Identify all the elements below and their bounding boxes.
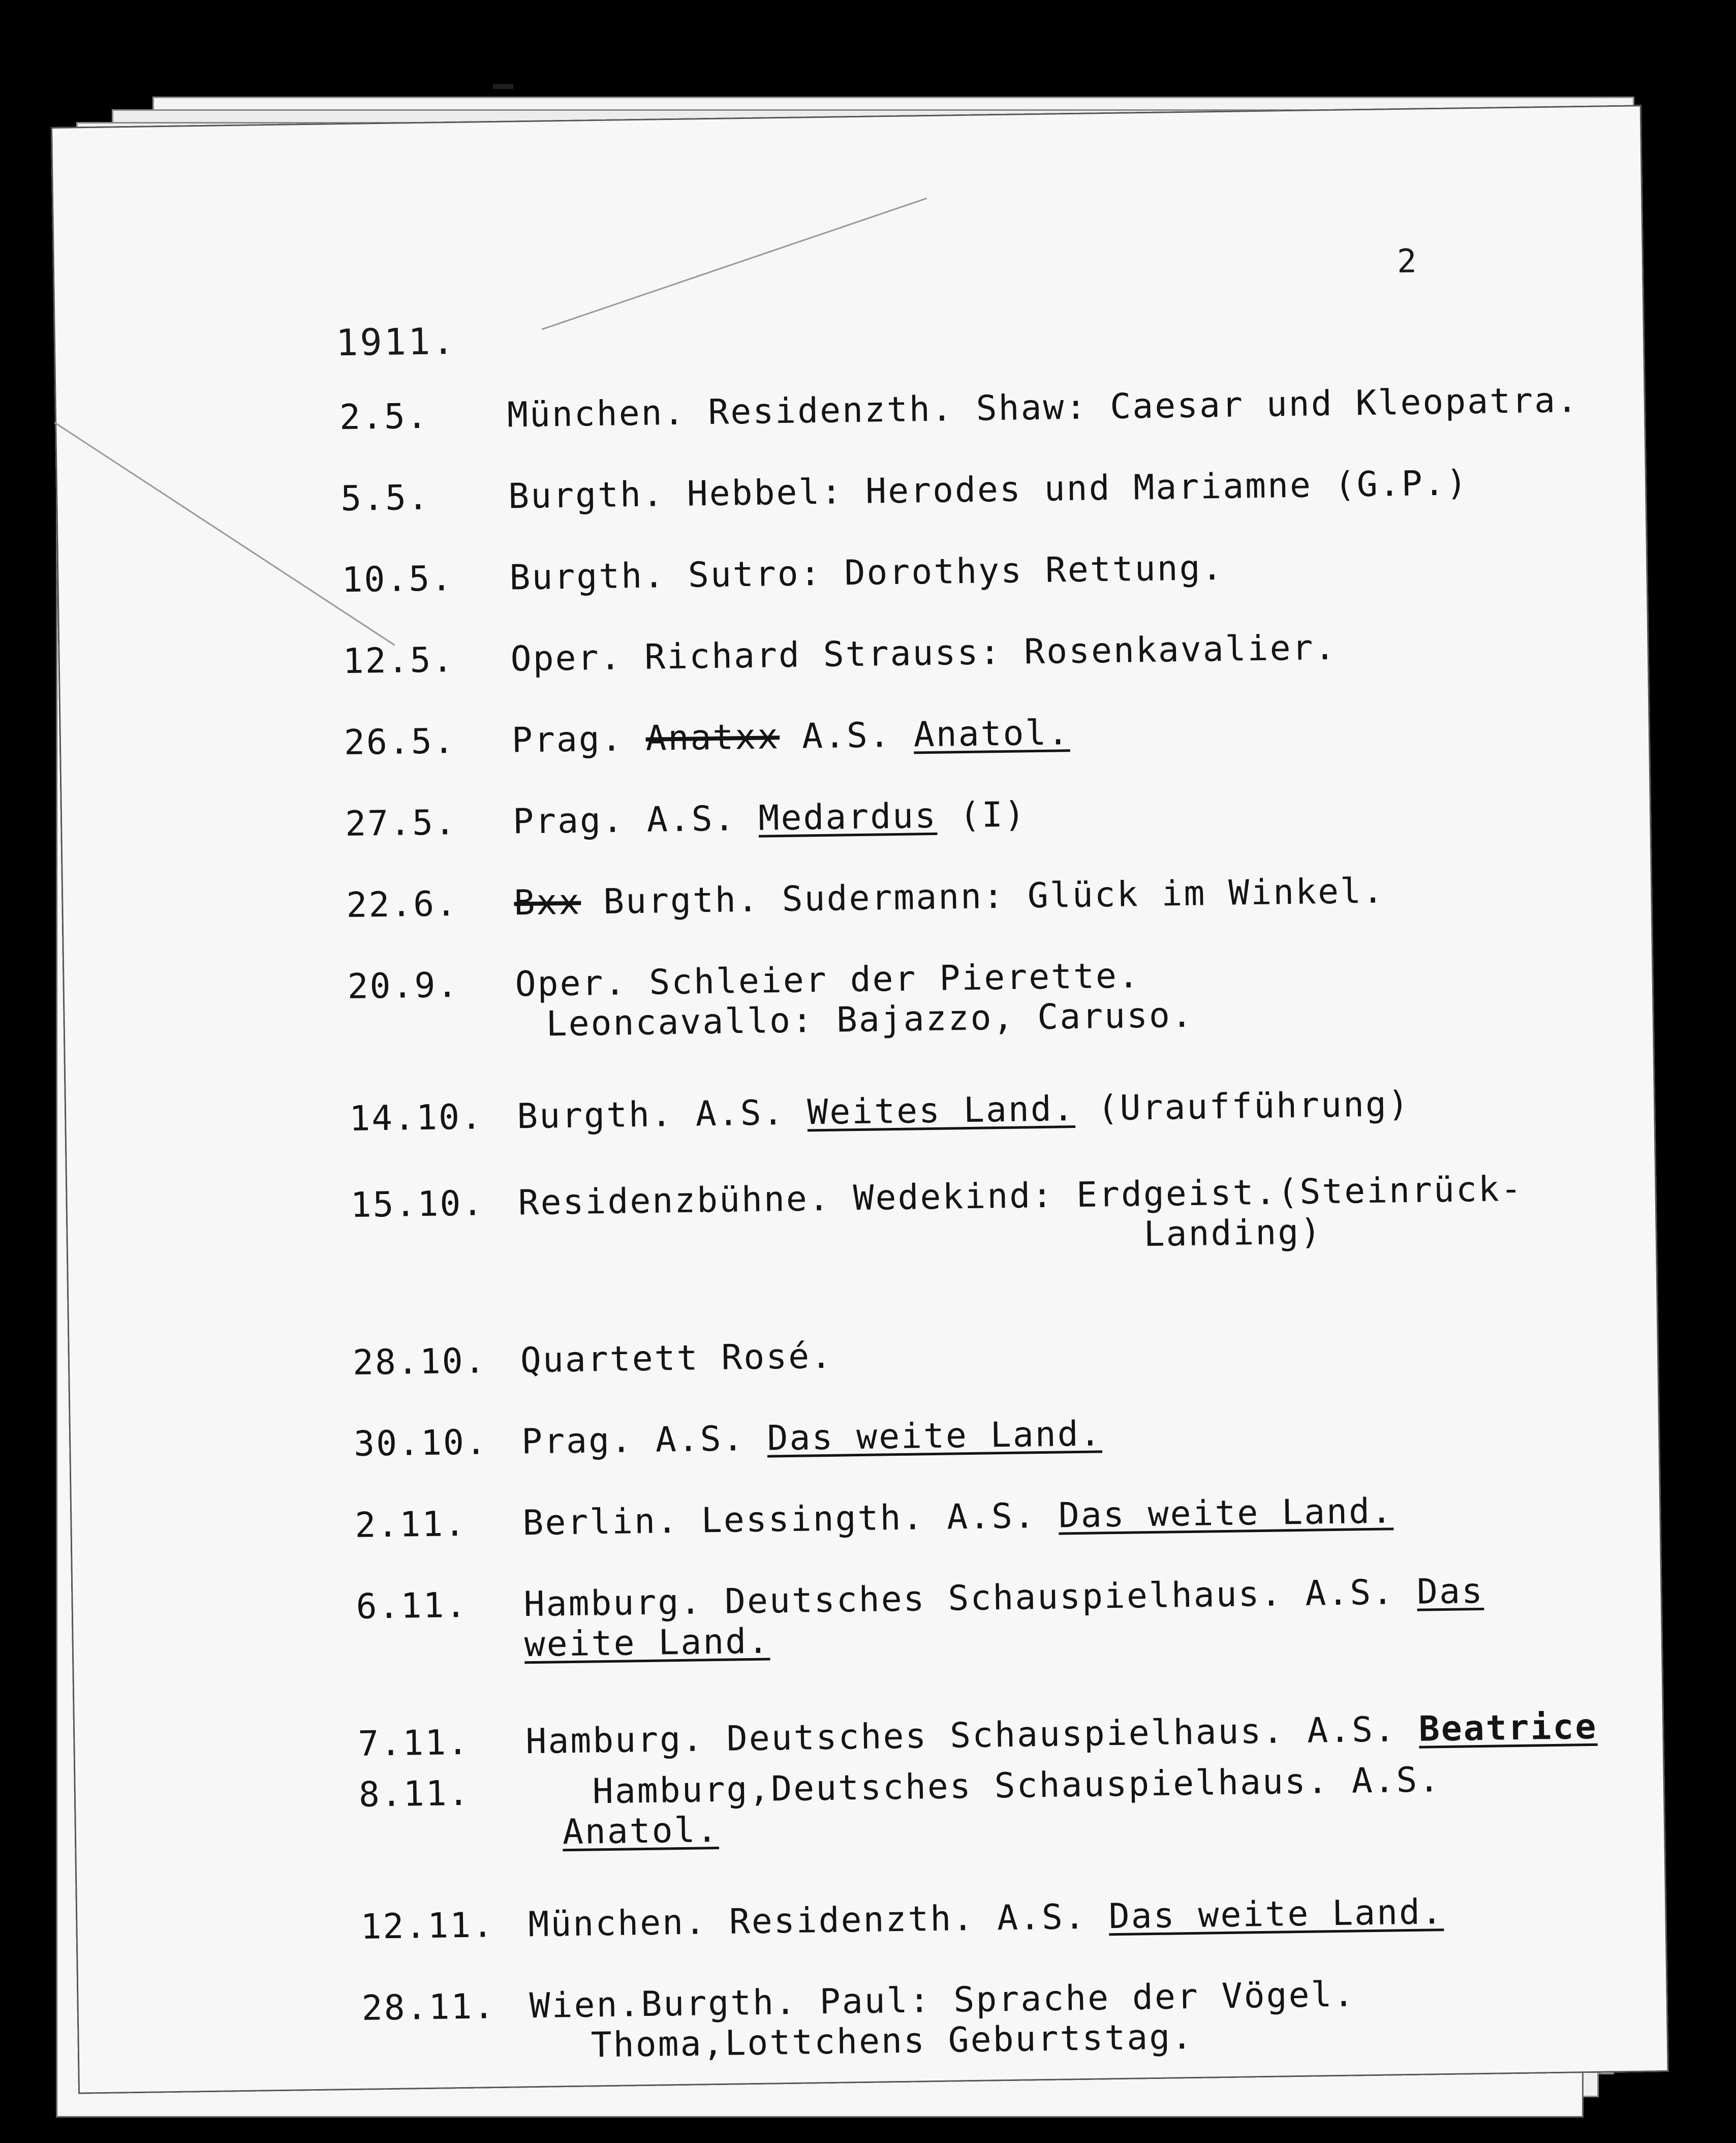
entry-date: 22.6. bbox=[346, 883, 458, 926]
underlined-title: Anatol. bbox=[562, 1810, 720, 1853]
entry-text: Burgth. A.S. bbox=[516, 1092, 808, 1137]
underlined-title: Das bbox=[1416, 1571, 1484, 1612]
entry-date: 2.11. bbox=[354, 1504, 467, 1546]
pencil-mark bbox=[54, 422, 395, 646]
entry-date: 5.5. bbox=[340, 477, 430, 519]
entry-text: (Uraufführung) bbox=[1075, 1084, 1411, 1129]
entry bbox=[354, 1414, 1102, 1464]
underlined-title: Weites Land. bbox=[807, 1089, 1076, 1133]
entry-date: 30.10. bbox=[353, 1422, 488, 1464]
page-number: 2 bbox=[1397, 242, 1417, 281]
binder-tab-top bbox=[493, 84, 513, 89]
entry-date: 14.10. bbox=[349, 1097, 484, 1139]
underlined-title: Das weite Land. bbox=[766, 1414, 1103, 1459]
entry-text: Burgth. Sutro: Dorothys Rettung. bbox=[509, 547, 1224, 598]
entry-text: Wien.Burgth. Paul: Sprache der Vögel. bbox=[529, 1974, 1356, 2027]
underlined-title: Anatol. bbox=[913, 713, 1070, 755]
underlined-title: Das weite Land. bbox=[1058, 1491, 1394, 1536]
entry-date: 20.9. bbox=[347, 965, 459, 1007]
entry-text: Prag. A.S. bbox=[512, 798, 759, 842]
entry-text: Burgth. Sudermann: Glück im Winkel. bbox=[580, 871, 1385, 923]
entry-text: Oper. Schleier der Pierette. bbox=[515, 956, 1141, 1005]
entry-date: 8.11. bbox=[358, 1773, 471, 1815]
entry-text: Hamburg. Deutsches Schauspielhaus. A.S. bbox=[525, 1709, 1419, 1762]
document-page bbox=[51, 105, 1669, 2094]
underlined-title: Beatrice bbox=[1418, 1706, 1598, 1750]
entry-continuation: Landing) bbox=[1143, 1212, 1323, 1255]
entry bbox=[361, 1975, 1356, 2069]
entry-date: 6.11. bbox=[356, 1585, 468, 1627]
entry-text: Hamburg. Deutsches Schauspielhaus. A.S. bbox=[523, 1572, 1417, 1625]
entry bbox=[343, 628, 1337, 682]
entry bbox=[352, 1336, 833, 1383]
entry-text: München. Residenzth. Shaw: Caesar und Kleopatra. bbox=[507, 380, 1579, 436]
entry-date: 12.11. bbox=[360, 1905, 495, 1947]
underlined-title: Das weite Land. bbox=[1108, 1892, 1444, 1937]
entry-date: 28.10. bbox=[352, 1341, 487, 1383]
entry bbox=[347, 955, 1194, 1047]
entry bbox=[360, 1892, 1444, 1947]
pencil-mark bbox=[542, 198, 927, 330]
entry-date: 27.5. bbox=[345, 802, 457, 845]
entry-date: 2.5. bbox=[339, 396, 429, 438]
entry-continuation: Thoma,Lottchens Geburtstag. bbox=[591, 2016, 1194, 2066]
entry-date: 10.5. bbox=[341, 559, 454, 601]
entry bbox=[346, 871, 1385, 926]
entry bbox=[356, 1571, 1484, 1667]
entry-text: Hamburg,Deutsches Schauspielhaus. A.S. bbox=[592, 1760, 1441, 1812]
entry-text: Berlin. Lessingth. A.S. bbox=[522, 1495, 1059, 1544]
entry-text: Quartett Rosé. bbox=[520, 1336, 833, 1381]
entry bbox=[345, 794, 1027, 844]
entry-date: 7.11. bbox=[357, 1722, 470, 1764]
entry-text: München. Residenzth. A.S. bbox=[528, 1896, 1109, 1945]
entry-date: 15.10. bbox=[350, 1183, 485, 1226]
entry bbox=[350, 1169, 1524, 1266]
entry bbox=[342, 548, 1224, 600]
entry-continuation: Leoncavallo: Bajazzo, Caruso. bbox=[546, 995, 1194, 1045]
entry-text: Burgth. Hebbel: Herodes und Mariamne (G.P.) bbox=[508, 463, 1469, 517]
entry bbox=[344, 713, 1070, 763]
entry bbox=[358, 1760, 1442, 1855]
underlined-title: Medardus bbox=[758, 795, 938, 839]
entry-text: (I) bbox=[937, 794, 1027, 836]
entry bbox=[358, 1707, 1598, 1764]
entry-text: Residenzbühne. Wedekind: Erdgeist.(Steinrück- bbox=[518, 1169, 1524, 1223]
entry bbox=[339, 380, 1579, 438]
underlined-title: weite Land. bbox=[524, 1621, 770, 1665]
entry-text: Prag. bbox=[511, 718, 646, 761]
entry-text: Oper. Richard Strauss: Rosenkavalier. bbox=[510, 627, 1337, 680]
struck-text: Anatxx bbox=[645, 717, 780, 759]
entry bbox=[349, 1084, 1410, 1139]
entry bbox=[355, 1491, 1394, 1546]
entry-date: 26.5. bbox=[344, 721, 456, 763]
entry-date: 28.11. bbox=[361, 1986, 496, 2029]
entry-text: Prag. A.S. bbox=[521, 1418, 768, 1462]
entry-date: 12.5. bbox=[343, 640, 455, 682]
entry-text: A.S. bbox=[779, 715, 914, 757]
struck-text: Bxx bbox=[513, 882, 581, 924]
year-heading: 1911. bbox=[335, 319, 457, 364]
entry bbox=[340, 463, 1469, 519]
